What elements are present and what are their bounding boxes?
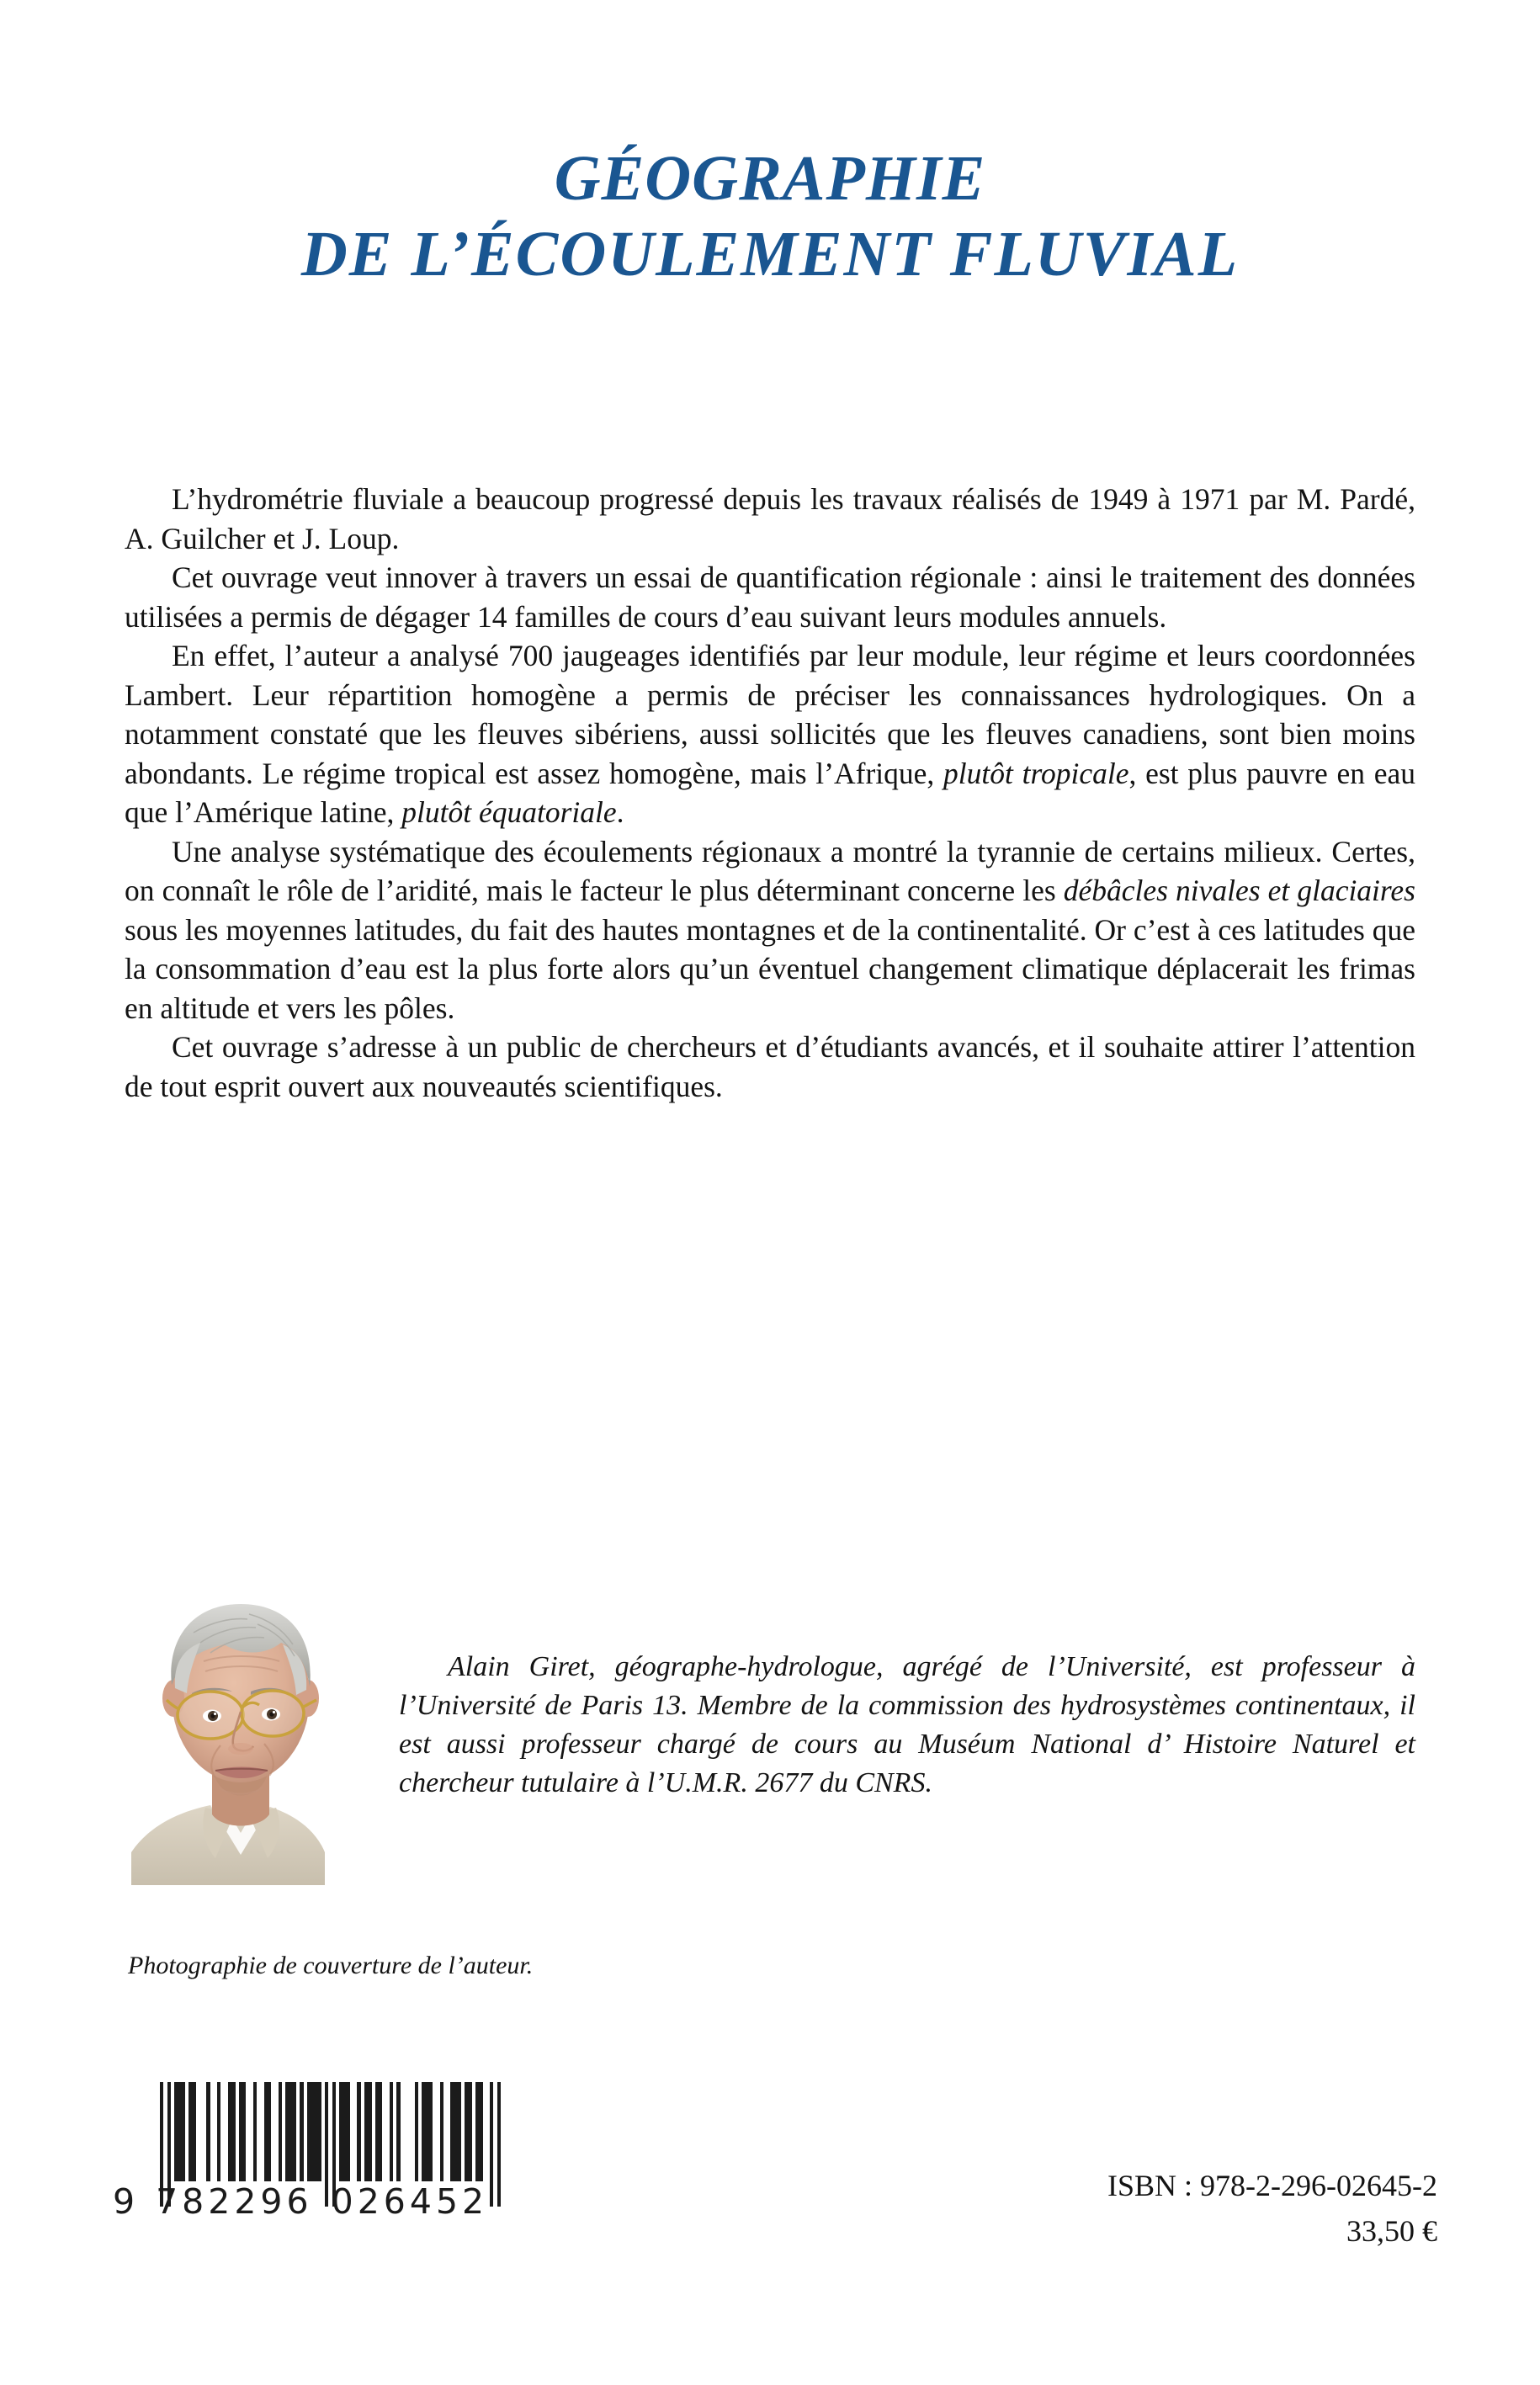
barcode-group-2: 026452	[331, 2181, 489, 2222]
blurb-p3-text-c: .	[616, 795, 624, 829]
author-portrait-illustration	[123, 1562, 328, 1885]
author-bio	[399, 1648, 1415, 1803]
blurb-paragraph-2	[125, 558, 1415, 636]
isbn-barcode	[113, 2082, 522, 2222]
blurb-p3-emphasis-1: plutôt tropicale	[943, 756, 1129, 790]
blurb-p2-text: Cet ouvrage veut innover à travers un essai de quantification régionale : ainsi le traitement des données utilisées a permis de dégager 14 familles de cours d’eau suivant leurs modules annuels.	[125, 560, 1415, 634]
author-portrait-photo	[123, 1562, 328, 1885]
cover-photo-credit: Photographie de couverture de l’auteur.	[128, 1952, 534, 1979]
blurb-p5-text: Cet ouvrage s’adresse à un public de chercheurs et d’étudiants avancés, et il souhaite attirer l’attention de tout esprit ouvert aux nouveautés scientifiques.	[125, 1030, 1415, 1103]
blurb-p3-text-b: , est plus pauvre en eau que l’Amérique latine,	[125, 756, 1415, 829]
isbn-text: ISBN : 978-2-296-02645-2	[1107, 2169, 1437, 2202]
blurb-p3-text-a: En effet, l’auteur a analysé 700 jaugeages identifiés par leur module, leur régime et leurs coordonnées Lambert. Leur répartition homogène a permis de préciser les connaissances hydrologiques. On a notamment constaté que les fleuves sibériens, aussi sollicités que les fleuves canadiens, sont bien moins abondants. Le régime tropical est assez homogène, mais l’Afrique,	[125, 639, 1415, 790]
blurb-paragraph-5	[125, 1028, 1415, 1106]
back-cover-blurb	[125, 480, 1415, 1106]
book-title	[0, 141, 1540, 292]
blurb-p4-emphasis-1: débâcles nivales et glaciaires	[1063, 874, 1415, 907]
blurb-p4-text-b: sous les moyennes latitudes, du fait des hautes montagnes et de la continentalité. Or c’est à ces latitudes que la consommation d’eau est la plus forte alors qu’un éventuel changement climatique déplacerait les frimas en altitude et vers les pôles.	[125, 912, 1415, 1025]
book-title-line-1: GÉOGRAPHIE	[554, 143, 986, 214]
blurb-paragraph-1	[125, 480, 1415, 558]
isbn-price-block	[1107, 2163, 1437, 2254]
blurb-paragraph-4	[125, 832, 1415, 1028]
barcode-lead-digit: 9	[113, 2181, 140, 2222]
blurb-p4-text-a: Une analyse systématique des écoulements régionaux a montré la tyrannie de certains milieux. Certes, on connaît le rôle de l’aridité, mais le facteur le plus déterminant concerne les	[125, 834, 1415, 907]
book-title-line-2: DE L’ÉCOULEMENT FLUVIAL	[300, 218, 1240, 289]
author-bio-text: Alain Giret, géographe-hydrologue, agrégé de l’Université, est professeur à l’Université de Paris 13. Membre de la commission des hydrosystèmes continentaux, il est aussi professeur chargé de cours au Muséum National d’ Histoire Naturel et chercheur tutulaire à l’U.M.R. 2677 du CNRS.	[399, 1651, 1415, 1798]
blurb-p3-emphasis-2: plutôt équatoriale	[401, 795, 617, 829]
blurb-paragraph-3	[125, 636, 1415, 832]
price-text: 33,50 €	[1346, 2214, 1437, 2248]
barcode-digits	[113, 2181, 508, 2222]
barcode-group-1: 782296	[156, 2181, 313, 2222]
blurb-p1-text: L’hydrométrie fluviale a beaucoup progressé depuis les travaux réalisés de 1949 à 1971 par M. Pardé, A. Guilcher et J. Loup.	[125, 482, 1415, 555]
